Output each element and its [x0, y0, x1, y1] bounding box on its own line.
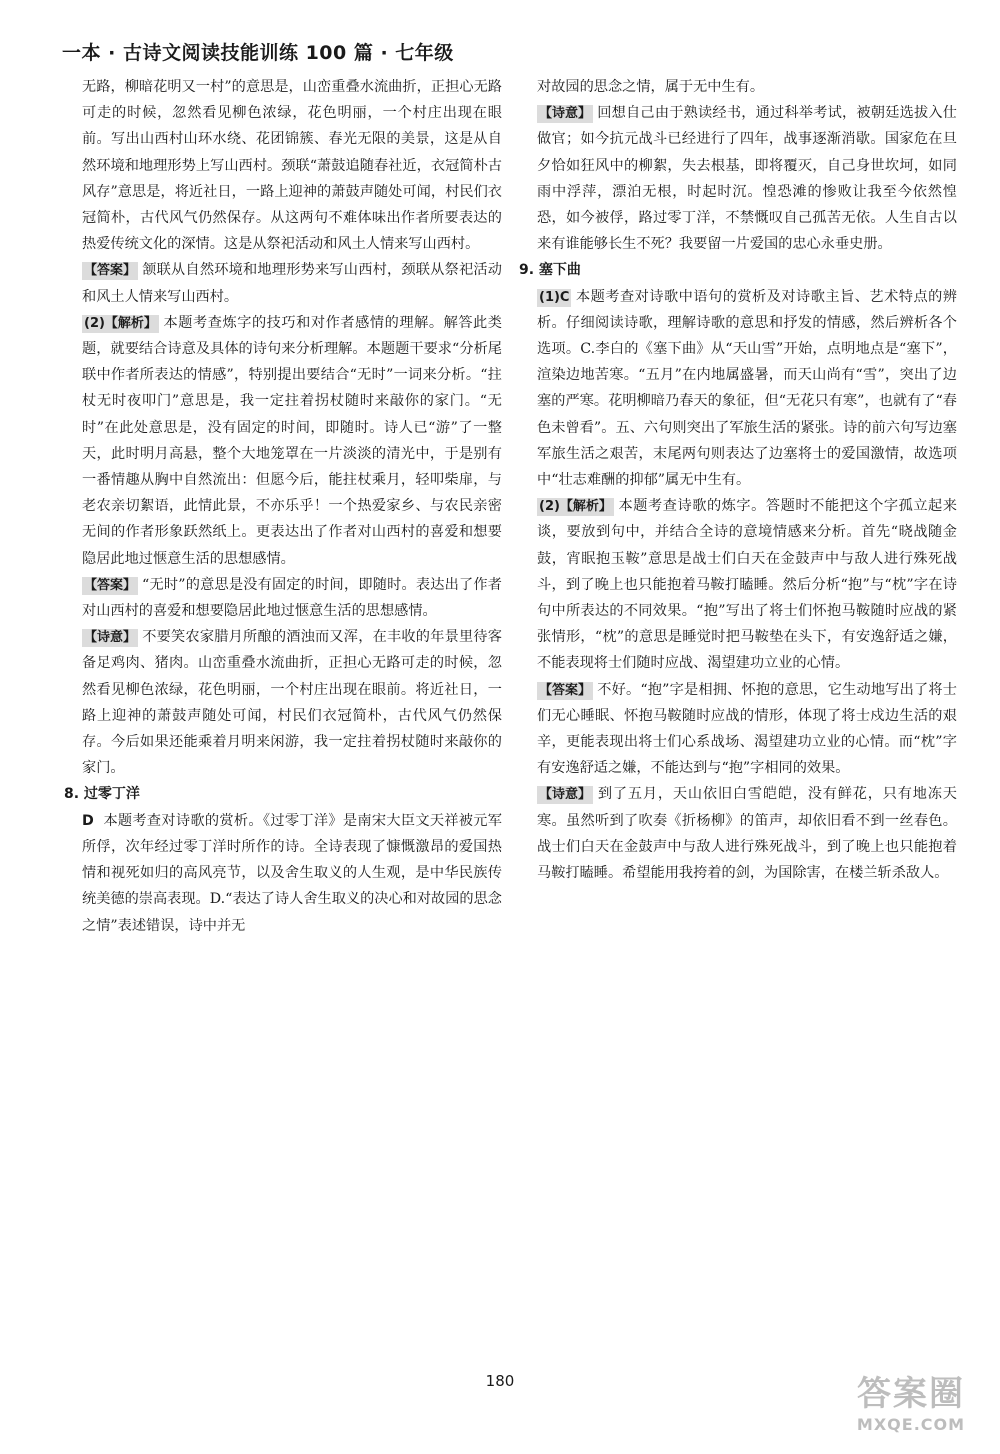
answer-tag: 【答案】	[539, 682, 592, 698]
question-tag: (1)C	[539, 289, 570, 305]
poem-meaning-text: 到了五月，天山依旧白雪皑皑，没有鲜花，只有地冻天寒。虽然听到了吹奏《折杨柳》的笛声，却依旧看不到一丝春色。战士们白天在金鼓声中与敌人进行殊死战斗，到了晚上也只能抱着马鞍打瞌睡。希望能用我挎着的剑，为国除害，在楼兰斩杀敌人。	[537, 786, 957, 882]
answer-tag: 【答案】	[84, 263, 137, 279]
poem-meaning-tag: 【诗意】	[84, 630, 137, 646]
answer-paragraph	[82, 257, 502, 309]
answer-letter: D	[82, 812, 94, 829]
left-column	[64, 74, 502, 939]
page-number: 180	[485, 1372, 515, 1390]
poem-meaning-text: 回想自己由于熟读经书，通过科举考试，被朝廷选拔入仕做官；如今抗元战斗已经进行了四年，战事逐渐消歇。国家危在旦夕恰如狂风中的柳絮，失去根基，即将覆灭，自己身世坎坷，如同雨中浮萍，漂泊无根，时起时沉。惶恐滩的惨败让我至今依然惶恐，如今被俘，路过零丁洋，不禁慨叹自己孤苦无依。人生自古以来有谁能够长生不死？我要留一片爱国的忠心永垂史册。	[537, 105, 957, 253]
answer-text: 不好。“抱”字是相拥、怀抱的意思，它生动地写出了将士们无心睡眠、怀抱马鞍随时应战的情形，体现了将士戍边生活的艰辛，更能表现出将士们心系战场、渴望建功立业的心情。而“枕”字有安逸舒适之嫌，不能达到与“抱”字相同的效果。	[537, 681, 957, 777]
poem-meaning-text: 不要笑农家腊月所酿的酒浊而又浑，在丰收的年景里待客备足鸡肉、猪肉。山峦重叠水流曲折，正担心无路可走的时候，忽然看见柳色浓绿，花色明丽，一个村庄出现在眼前。将近社日，一路上迎神的萧鼓声随处可闻，村民们衣冠简朴，古代风气仍然保存。今后如果还能乘着月明来闲游，我一定拄着拐杖随时来敲你的家门。	[82, 629, 502, 777]
answer-paragraph	[82, 572, 502, 624]
answer-tag: 【答案】	[84, 577, 137, 593]
analysis-text: 本题考查对诗歌中语句的赏析及对诗歌主旨、艺术特点的辨析。仔细阅读诗歌，理解诗歌的意思和抒发的情感，然后辨析各个选项。C.李白的《塞下曲》从“天山雪”开始，点明地点是“塞下”，渲染边地苦寒。“五月”在内地属盛暑，而天山尚有“雪”，突出了边塞的严寒。花明柳暗乃春天的象征，但“无花只有寒”，也就有了“春色未曾看”。五、六句则突出了军旅生活的紧张。诗的前六句写边塞军旅生活之艰苦，末尾两句则表达了边塞将士的爱国激情，故选项中“壮志难酬的抑郁”属无中生有。	[537, 288, 957, 489]
poem-meaning-paragraph	[537, 100, 957, 257]
analysis-paragraph	[82, 808, 502, 939]
running-header: 一本 · 古诗文阅读技能训练 100 篇 · 七年级	[62, 42, 454, 64]
analysis-tag: (2)【解析】	[539, 499, 612, 515]
analysis-paragraph	[537, 493, 957, 676]
paragraph: 对故园的思念之情，属于无中生有。	[537, 79, 765, 95]
poem-meaning-tag: 【诗意】	[539, 787, 592, 803]
poem-meaning-tag: 【诗意】	[539, 106, 592, 122]
section-heading: 9. 塞下曲	[519, 262, 581, 279]
paragraph: 无路，柳暗花明又一村”的意思是，山峦重叠水流曲折，正担心无路可走的时候，忽然看见柳色浓绿，花色明丽，一个村庄出现在眼前。写出山西村山环水绕、花团锦簇、春光无限的美景，这是从自然环境和地理形势上写山西村。颈联“萧鼓追随春社近，衣冠简朴古风存”意思是，将近社日，一路上迎神的萧鼓声随处可闻，村民们衣冠简朴，古代风气仍然保存。从这两句不难体味出作者所要表达的热爱传统文化的深情。这是从祭祀活动和风土人情来写山西村。	[82, 79, 502, 253]
analysis-text: 本题考查诗歌的炼字。答题时不能把这个字孤立起来谈，要放到句中，并结合全诗的意境情感来分析。首先“晓战随金鼓，宵眠抱玉鞍”意思是战士们白天在金鼓声中与敌人进行殊死战斗，到了晚上也只能抱着马鞍打瞌睡。然后分析“抱”与“枕”字在诗句中所表达的不同效果。“抱”写出了将士们怀抱马鞍随时应战的紧张情形，“枕”的意思是睡觉时把马鞍垫在头下，有安逸舒适之嫌，不能表现将士们随时应战、渴望建功立业的心情。	[537, 498, 957, 672]
analysis-paragraph	[82, 310, 502, 572]
watermark-logo-text: 答案圈	[857, 1374, 965, 1414]
site-watermark	[836, 1374, 986, 1444]
poem-meaning-paragraph	[537, 781, 957, 886]
analysis-paragraph	[537, 284, 957, 494]
answer-paragraph	[537, 677, 957, 782]
section-heading: 8. 过零丁洋	[64, 786, 140, 803]
answer-text: 颔联从自然环境和地理形势来写山西村，颈联从祭祀活动和风土人情来写山西村。	[82, 262, 502, 305]
analysis-tag: (2)【解析】	[84, 315, 157, 331]
answer-text: “无时”的意思是没有固定的时间，即随时。表达出了作者对山西村的喜爱和想要隐居此地过惬意生活的思想感情。	[82, 576, 502, 620]
analysis-text: 本题考查炼字的技巧和对作者感情的理解。解答此类题，就要结合诗意及具体的诗句来分析理解。本题题干要求“分析尾联中作者所表达的情感”，特别提出要结合“无时”一词来分析。“拄杖无时夜叩门”意思是，我一定拄着拐杖随时来敲你的家门。“无时”在此处意思是，没有固定的时间，即随时。诗人已“游”了一整天，此时明月高悬，整个大地笼罩在一片淡淡的清光中，于是别有一番情趣从胸中自然流出：但愿今后，能拄杖乘月，轻叩柴扉，与老农亲切絮语，此情此景，不亦乐乎！一个热爱家乡、与农民亲密无间的作者形象跃然纸上。更表达出了作者对山西村的喜爱和想要隐居此地过惬意生活的思想感情。	[82, 314, 502, 567]
watermark-domain: MXQE.COM	[856, 1415, 966, 1434]
analysis-text: 本题考查对诗歌的赏析。《过零丁洋》是南宋大臣文天祥被元军所俘，次年经过零丁洋时所作的诗。全诗表现了慷慨激昂的爱国热情和视死如归的高风亮节，以及舍生取义的人生观，是中华民族传统美德的崇高表现。D.“表达了诗人舍生取义的决心和对故园的思念之情”表述错误，诗中并无	[82, 812, 502, 934]
right-column	[519, 74, 957, 886]
poem-meaning-paragraph	[82, 624, 502, 781]
